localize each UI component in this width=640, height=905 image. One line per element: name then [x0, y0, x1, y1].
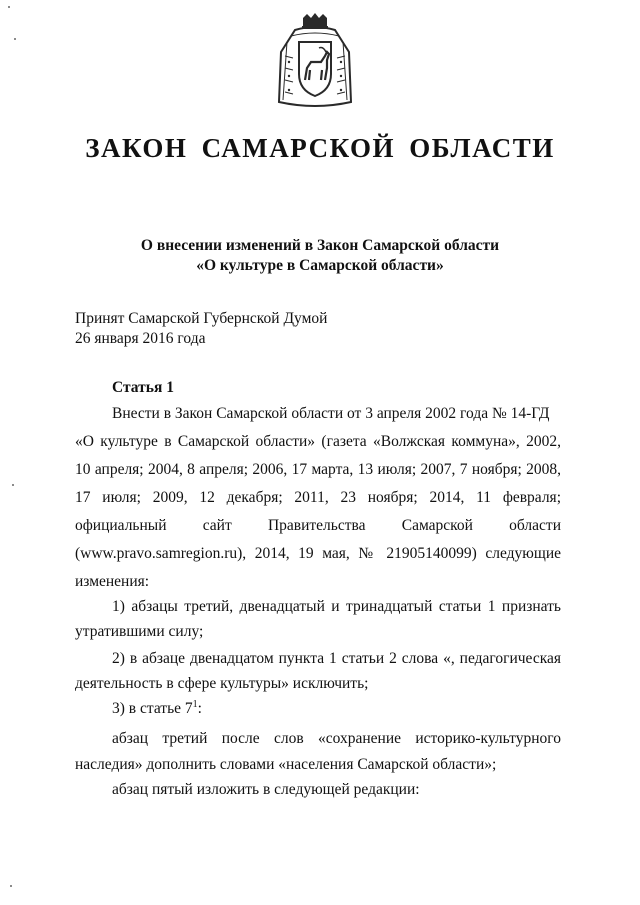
document-title: ЗАКОН САМАРСКОЙ ОБЛАСТИ — [85, 133, 555, 163]
adoption-line-1: Принят Самарской Губернской Думой — [75, 310, 328, 327]
body-line: изменения: — [75, 573, 150, 590]
body-line: абзац пятый изложить в следующей редакции: — [112, 781, 420, 798]
body-line: абзац третий после слов «сохранение историко-культурного — [112, 730, 561, 747]
list-item-3-text: 3) в статье 7 — [112, 700, 193, 718]
list-item-3 — [112, 699, 561, 718]
document-subtitle — [0, 236, 640, 276]
body-line: утратившими силу; — [75, 623, 204, 640]
list-item-1: 1) абзацы третий, двенадцатый и тринадцатый статьи 1 признать — [112, 598, 561, 615]
list-item-2: 2) в абзаце двенадцатом пункта 1 статьи 2 слова «, педагогическая — [112, 650, 561, 667]
body-line: 17 июля; 2009, 12 декабря; 2011, 23 ноября; 2014, 11 февраля; — [75, 489, 561, 506]
adoption-date: 26 января 2016 года — [75, 330, 206, 347]
body-line: деятельность в сфере культуры» исключить; — [75, 675, 369, 692]
subtitle-line-1: О внесении изменений в Закон Самарской области — [140, 237, 500, 254]
subtitle-line-2: «О культуре в Самарской области» — [196, 257, 444, 274]
article-superscript: 1 — [192, 699, 198, 710]
body-line: «О культуре в Самарской области» (газета «Волжская коммуна», 2002, — [75, 433, 561, 450]
body-line: официальный сайт Правительства Самарской области — [75, 517, 561, 534]
list-item-3-colon: : — [197, 700, 202, 718]
coat-of-arms-icon — [265, 12, 365, 112]
body-line: (www.pravo.samregion.ru), 2014, 19 мая, № 21905140099) следующие — [75, 545, 561, 562]
body-line: наследия» дополнить словами «населения Самарской области»; — [75, 756, 497, 773]
adoption-note — [75, 309, 327, 349]
article-heading: Статья 1 — [112, 379, 174, 396]
body-line: 10 апреля; 2004, 8 апреля; 2006, 17 марта, 13 июля; 2007, 7 ноября; 2008, — [75, 461, 561, 478]
body-line: Внести в Закон Самарской области от 3 апреля 2002 года № 14-ГД — [112, 405, 550, 422]
